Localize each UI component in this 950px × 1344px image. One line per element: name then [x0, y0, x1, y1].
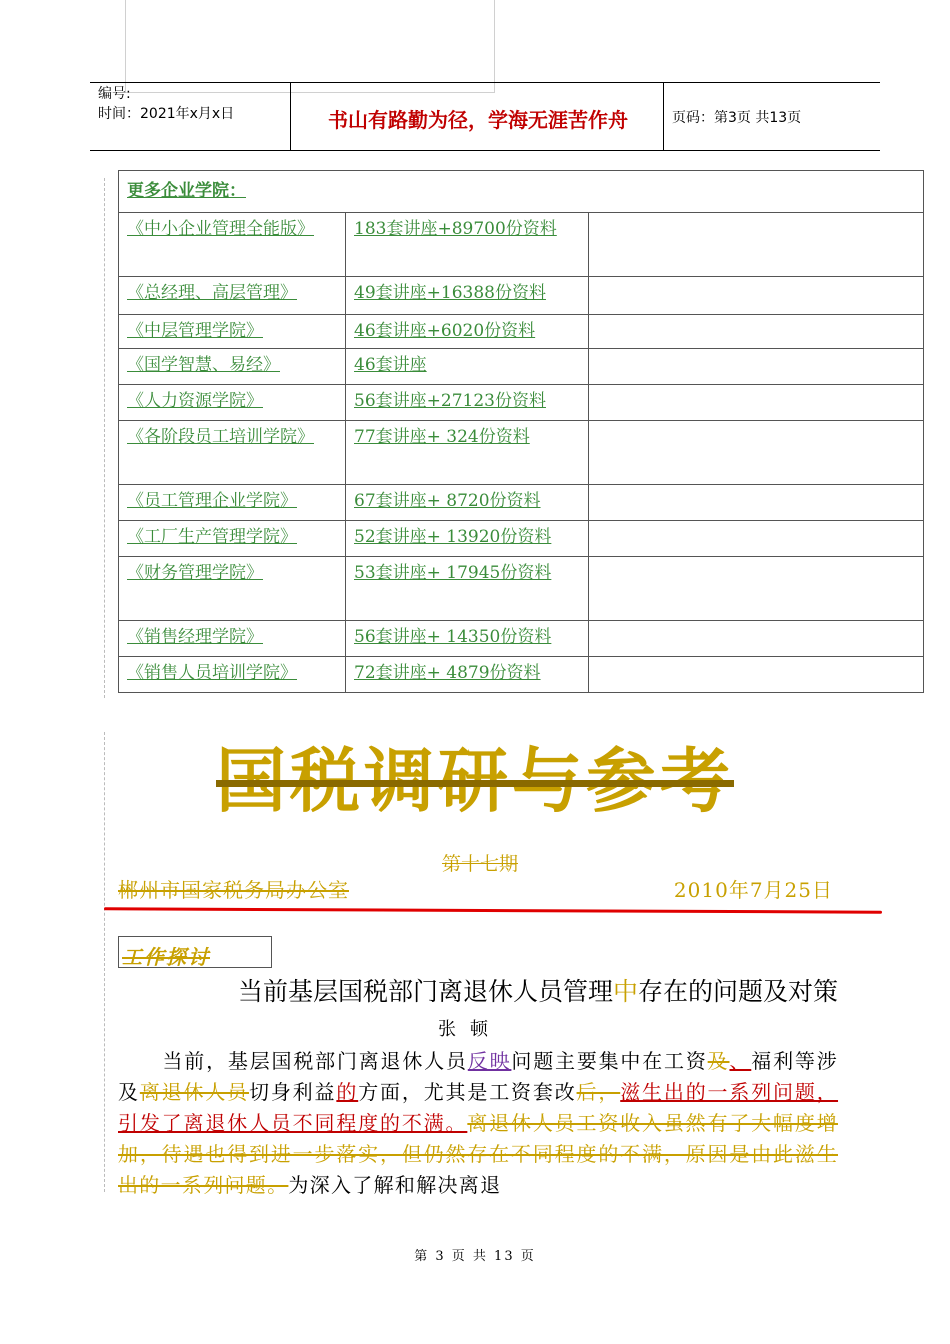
top-frame [125, 0, 495, 93]
body-text: 方面，尤其是工资套改 [358, 1080, 577, 1104]
table-cell-empty [589, 621, 924, 657]
course-link[interactable]: 《人力资源学院》 [119, 385, 346, 421]
body-text: 福利等涉及 [118, 1049, 838, 1104]
article-author: 张顿 [438, 1019, 502, 1040]
course-link[interactable]: 《员工管理企业学院》 [119, 485, 346, 521]
course-link[interactable]: 《各阶段员工培训学院》 [119, 421, 346, 485]
course-detail-link[interactable]: 183套讲座+89700份资料 [346, 213, 589, 277]
course-detail-link[interactable]: 46套讲座+6020份资料 [346, 315, 589, 349]
course-link[interactable]: 《销售经理学院》 [119, 621, 346, 657]
inserted-text: 的 [336, 1080, 359, 1104]
course-detail-link[interactable]: 56套讲座+ 14350份资料 [346, 621, 589, 657]
course-detail-link[interactable]: 52套讲座+ 13920份资料 [346, 521, 589, 557]
masthead-red-rule [104, 907, 882, 913]
header-meta [98, 84, 234, 124]
time-label: 时间：2021年x月x日 [98, 106, 235, 122]
header-top-rule [90, 82, 880, 83]
course-detail-link[interactable]: 72套讲座+ 4879份资料 [346, 657, 589, 693]
article-title-part: 存在的问题及对策 [637, 977, 838, 1006]
article-title-part: 当前基层国税部门离退休人员管理 [237, 977, 613, 1006]
course-link[interactable]: 《财务管理学院》 [119, 557, 346, 621]
course-table [118, 170, 924, 693]
table-cell-empty [589, 349, 924, 385]
table-cell-empty [589, 521, 924, 557]
section-tag: 工作探讨 [122, 945, 210, 969]
inserted-text: 滋生出的一系列问题，引发了离退休人员不同程度的不满。 [118, 1080, 839, 1135]
inserted-text: 、 [729, 1049, 752, 1073]
table-cell-empty [589, 213, 924, 277]
deleted-text: 离退休人员 [139, 1080, 250, 1104]
course-link[interactable]: 《工厂生产管理学院》 [119, 521, 346, 557]
header-divider-left [290, 82, 291, 150]
article-title-highlight: 中 [612, 977, 638, 1006]
bulletin-title: 国税调研与参考 [216, 740, 734, 822]
deleted-text: 离退休人员工资收入虽然有了大幅度增加，待遇也得到进一步落实，但仍然存在不同程度的不满，原因是由此滋生出的一系列问题。 [118, 1111, 838, 1197]
course-link[interactable]: 《中层管理学院》 [119, 315, 346, 349]
deleted-text: 及 [707, 1049, 730, 1073]
table-cell-empty [589, 385, 924, 421]
margin-marker [104, 178, 113, 698]
table-cell-empty [589, 485, 924, 521]
table-cell-empty [589, 421, 924, 485]
table-cell-empty [589, 657, 924, 693]
header-page-info: 页码：第3页 共13页 [672, 110, 802, 126]
course-detail-link[interactable]: 67套讲座+ 8720份资料 [346, 485, 589, 521]
inserted-text: 反映 [467, 1049, 512, 1073]
course-detail-link[interactable]: 53套讲座+ 17945份资料 [346, 557, 589, 621]
body-text: 问题主要集中在工资 [511, 1049, 708, 1073]
issue-number: 第十七期 [441, 853, 518, 875]
body-text: 切身利益 [249, 1080, 337, 1104]
course-link[interactable]: 《国学智慧、易经》 [119, 349, 346, 385]
course-detail-link[interactable]: 46套讲座 [346, 349, 589, 385]
course-table-heading[interactable]: 更多企业学院： [119, 171, 924, 213]
office-name: 郴州市国家税务局办公室 [118, 878, 349, 902]
number-label: 编号: [98, 86, 131, 102]
page-footer: 第 3 页 共 13 页 [414, 1249, 536, 1264]
table-cell-empty [589, 277, 924, 315]
article-title [118, 972, 838, 1008]
course-detail-link[interactable]: 77套讲座+ 324份资料 [346, 421, 589, 485]
course-link[interactable]: 《销售人员培训学院》 [119, 657, 346, 693]
course-link[interactable]: 《中小企业管理全能版》 [119, 213, 346, 277]
course-detail-link[interactable]: 56套讲座+27123份资料 [346, 385, 589, 421]
deleted-text: 后， [576, 1080, 621, 1104]
course-link[interactable]: 《总经理、高层管理》 [119, 277, 346, 315]
course-detail-link[interactable]: 49套讲座+16388份资料 [346, 277, 589, 315]
table-cell-empty [589, 557, 924, 621]
office-date-line [118, 874, 833, 903]
article-body [118, 1046, 838, 1201]
header-motto: 书山有路勤为径，学海无涯苦作舟 [328, 108, 628, 132]
header-bottom-rule [90, 150, 880, 151]
body-text: 为深入了解和解决离退 [288, 1173, 502, 1197]
table-cell-empty [589, 315, 924, 349]
body-text: 当前，基层国税部门离退休人员 [162, 1049, 468, 1073]
issue-date: 2010年7月25日 [673, 878, 833, 902]
